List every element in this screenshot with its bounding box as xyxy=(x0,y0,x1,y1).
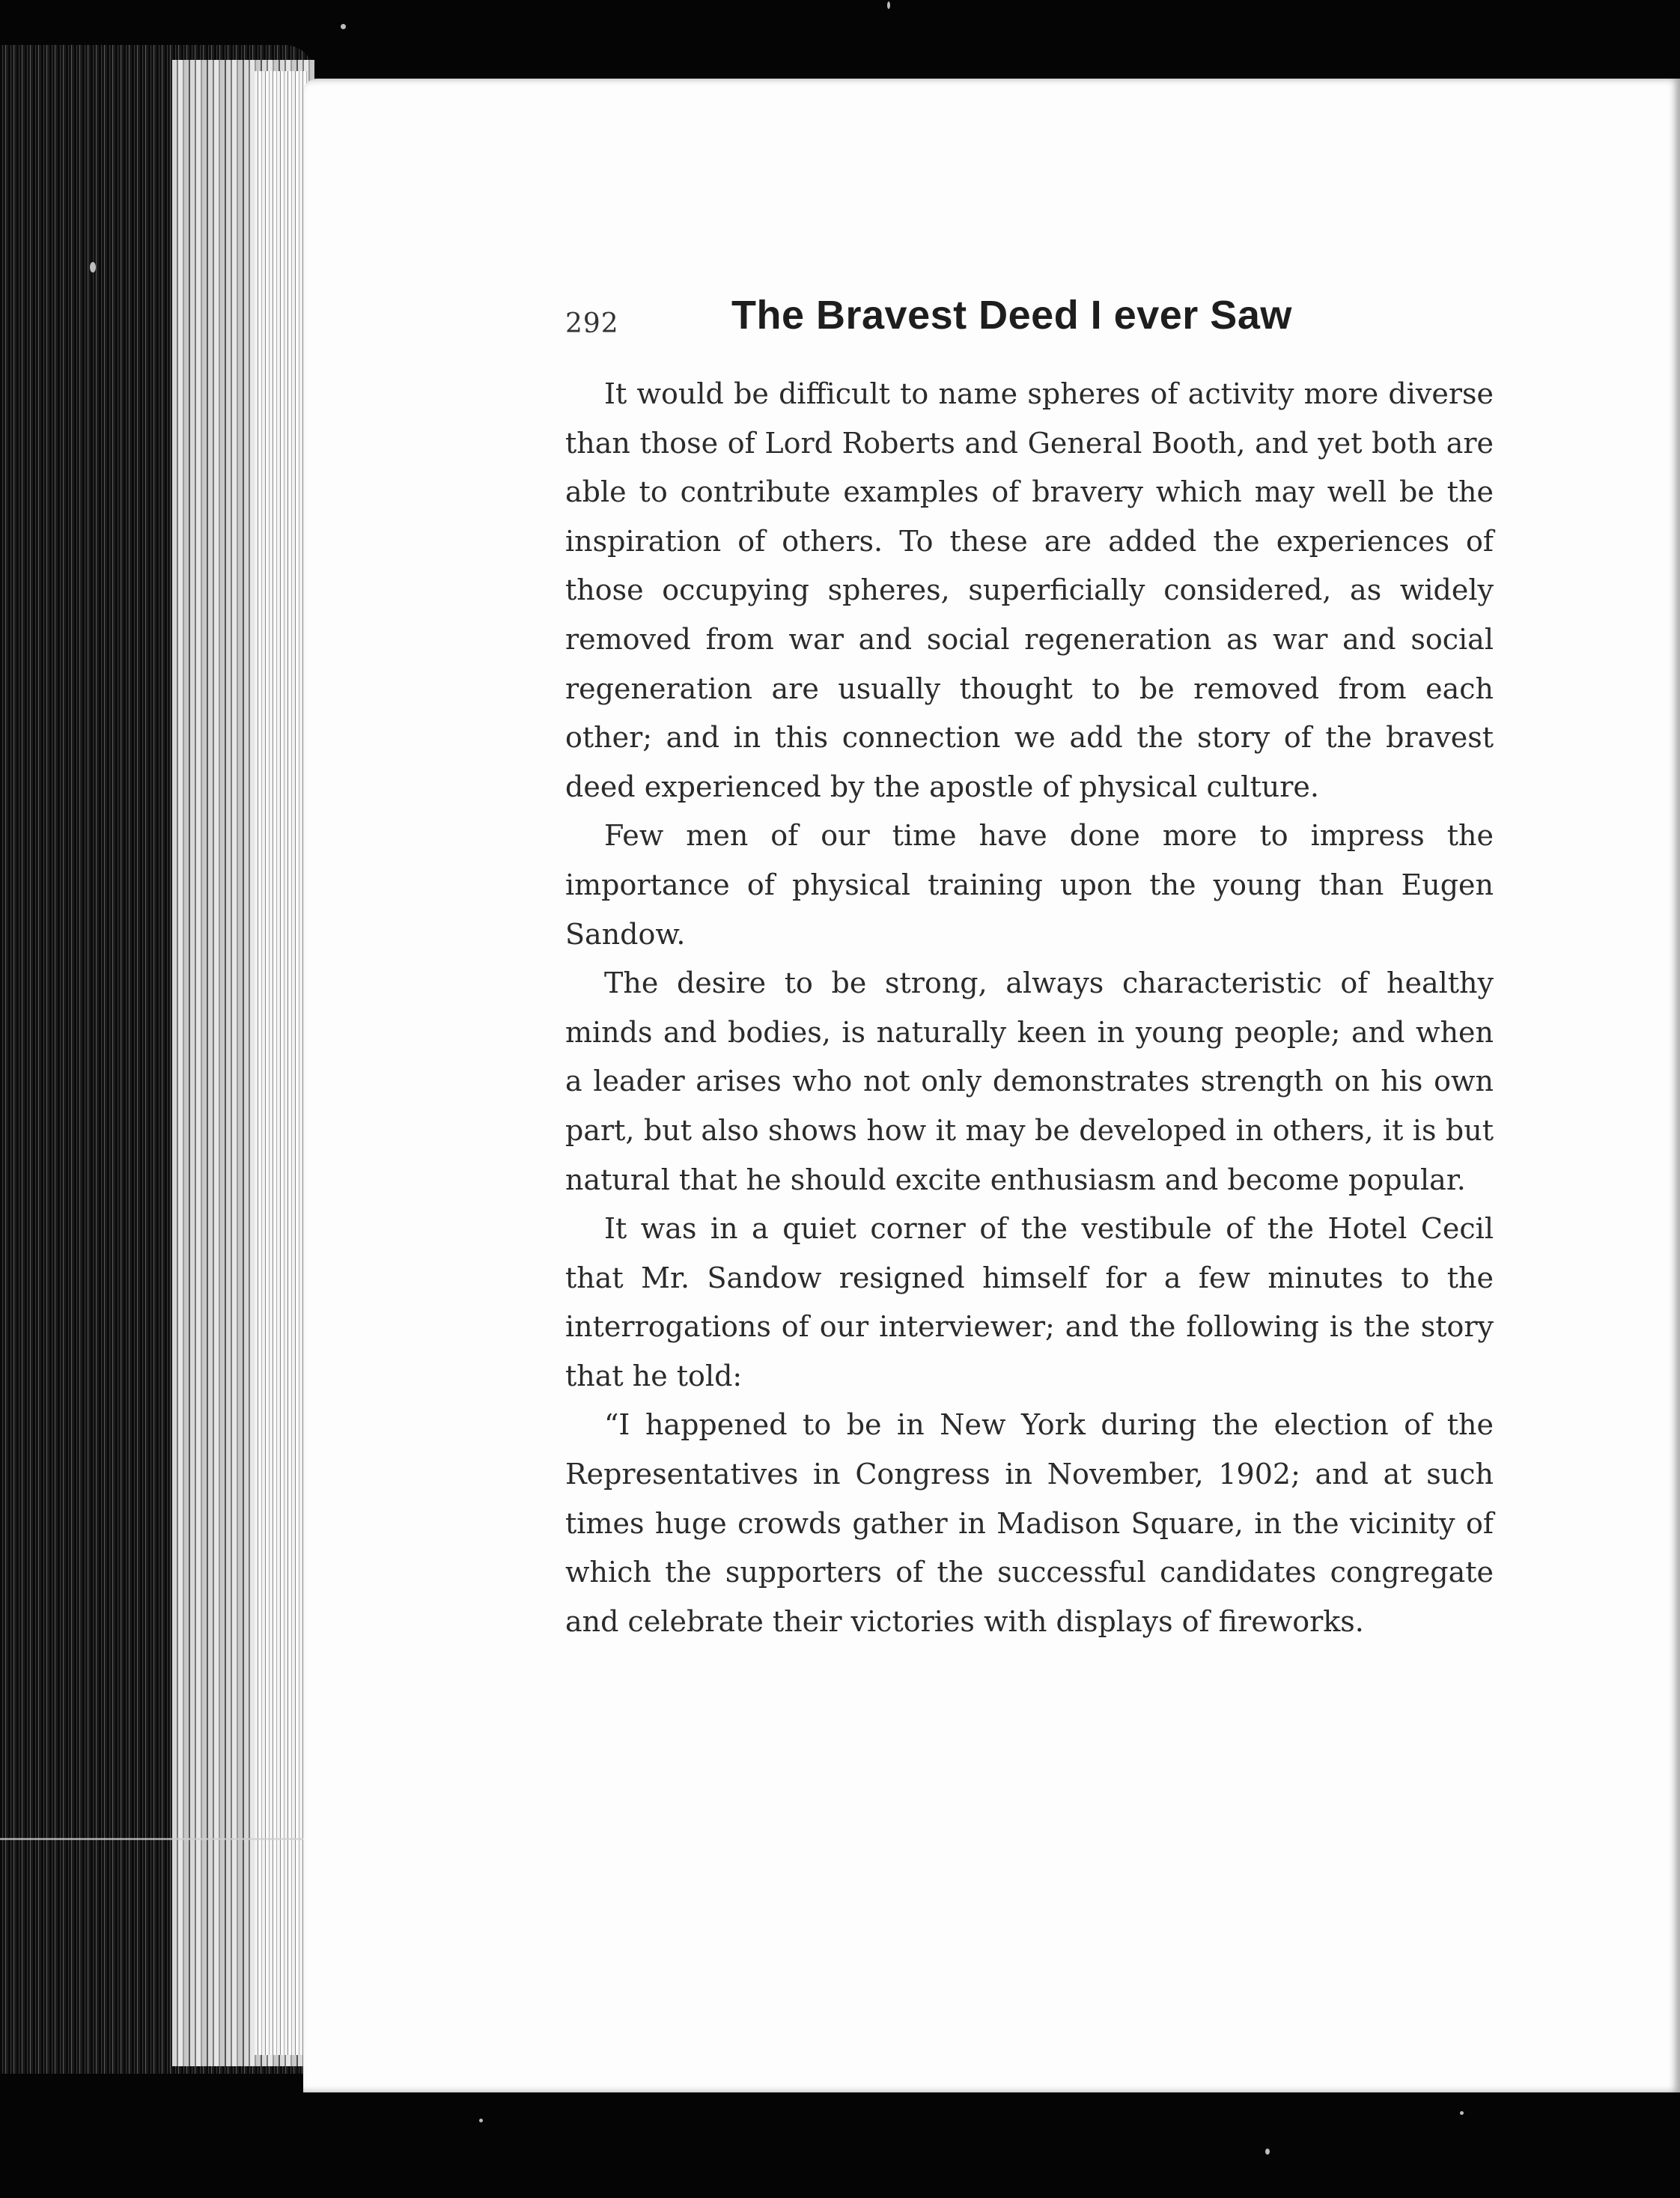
paragraph: “I happened to be in New York during the election of the Representatives in Congress in November, 1902; and at such times huge crowds gather in Madison Square, in the vicinity of which the supporters of the successful candidates congregate and celebrate their victories with displays of fireworks. xyxy=(565,1408,1494,1638)
page-content xyxy=(565,292,1494,1646)
dust-speck xyxy=(90,262,96,273)
paragraph: It was in a quiet corner of the vestibule of the Hotel Cecil that Mr. Sandow resigned himself for a few minutes to the interrogations of our interviewer; and the following is the story that he told: xyxy=(565,1212,1494,1392)
dust-speck xyxy=(887,1,890,9)
scan-line-artifact xyxy=(0,1838,314,1840)
paragraph: It would be difficult to name spheres of activity more diverse than those of Lord Roberts and General Booth, and yet both are able to contribute examples of bravery which may well be the inspiration of others. To these are added the experiences of those occupying spheres, superficially considered, as widely removed from war and social regeneration as war and social regeneration are usually thought to be removed from each other; and in this connection we add the story of the bravest deed experienced by the apostle of physical culture. xyxy=(565,377,1494,803)
dust-speck xyxy=(479,2119,483,2122)
running-title: The Bravest Deed I ever Saw xyxy=(731,293,1292,338)
dust-speck xyxy=(1460,2111,1464,2115)
body-text xyxy=(565,370,1494,1646)
running-head xyxy=(565,292,1494,352)
dust-speck xyxy=(1265,2149,1270,2155)
paragraph: Few men of our time have done more to impress the importance of physical training upon the young than Eugen Sandow. xyxy=(565,819,1494,951)
book-page-edges-inner xyxy=(255,71,307,2055)
page-number: 292 xyxy=(565,308,619,339)
paragraph: The desire to be strong, always characteristic of healthy minds and bodies, is naturally keen in young people; and when a leader arises who not only demonstrates strength on his own part, but also shows how it may be developed in others, it is but natural that he should excite enthusiasm and become popular. xyxy=(565,966,1494,1196)
dust-speck xyxy=(341,24,346,29)
